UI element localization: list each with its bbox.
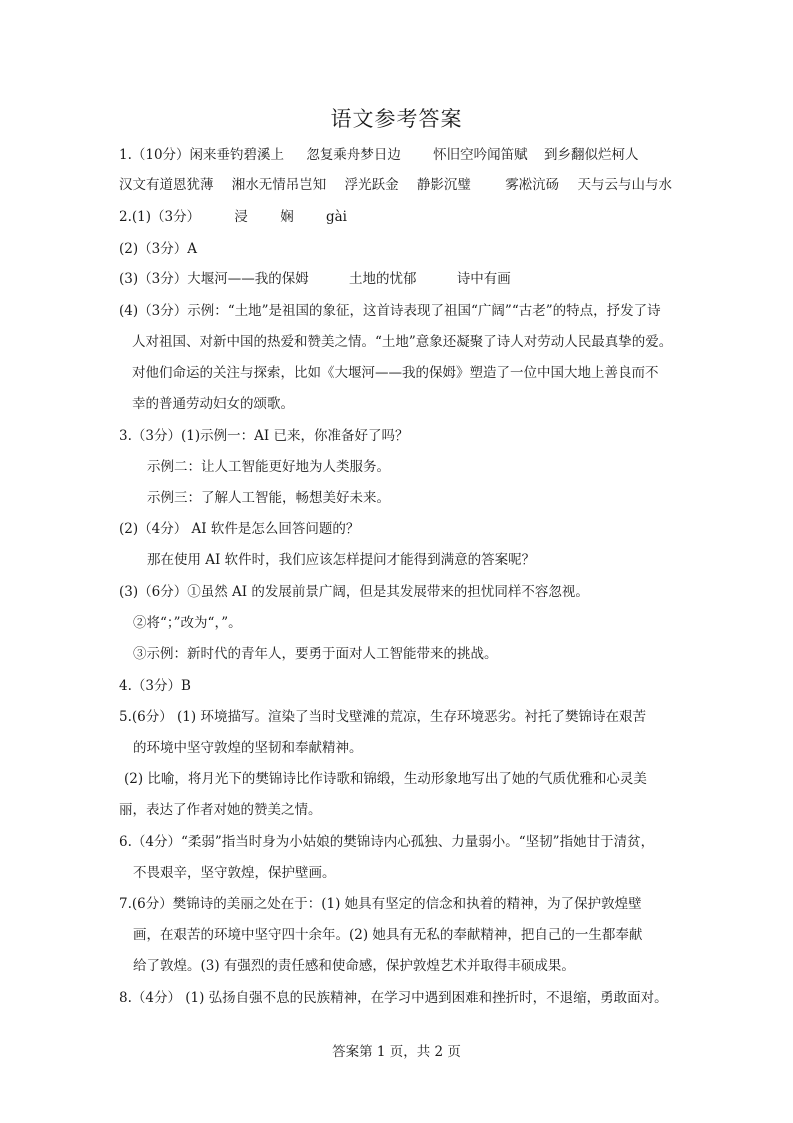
q4-answer: 4.（3分）B	[119, 678, 191, 694]
q2-4-line: (4)（3分）示例：“土地”是祖国的象征，这首诗表现了祖国“广阔”“古老”的特点，抒发了诗	[119, 303, 661, 319]
q1-line-2	[119, 176, 672, 194]
q2-4-line: 幸的普通劳动妇女的颂歌。	[132, 396, 294, 412]
q1-answer: 天与云与山与水	[577, 177, 672, 193]
q2-part-3	[119, 270, 511, 288]
q7-answer-cont: 画，在艰苦的环境中坚守四十余年。(2) 她具有无私的奉献精神，把自己的一生都奉献	[133, 927, 643, 943]
q1-answer: 1.（10分）闲来垂钓碧溪上	[119, 147, 285, 163]
q5-part-2: (2) 比喻，将月光下的樊锦诗比作诗歌和锦缎，生动形象地写出了她的气质优雅和心灵美	[124, 771, 647, 787]
q3-example-2: 示例二：让人工智能更好地为人类服务。	[147, 459, 390, 475]
q1-answer: 忽复乘舟梦日边	[306, 147, 401, 163]
q7-answer-cont: 给了敦煌。(3) 有强烈的责任感和使命感，保护敦煌艺术并取得丰硕成果。	[133, 958, 575, 974]
q1-answer: 湘水无情吊岂知	[231, 177, 327, 193]
q2-1-label: 2.(1)（3分）	[119, 209, 201, 225]
q3-part-2-answer: 那在使用 AI 软件时，我们应该怎样提问才能得到满意的答案呢？	[147, 552, 536, 568]
q3-part-3-b: ②将“；”改为“，”。	[133, 615, 242, 631]
q1-answer: 浮光跃金	[344, 177, 399, 193]
q2-1-answer: gài	[325, 209, 347, 225]
q2-1-answer: 娴	[280, 209, 294, 225]
q5-part-1: 5.(6分） (1) 环境描写。渲染了当时戈壁滩的荒凉，生存环境恶劣。衬托了樊锦诗在艰苦	[119, 709, 646, 725]
q5-part-1-cont: 的环境中坚守敦煌的坚韧和奉献精神。	[133, 740, 363, 756]
q1-answer: 怀旧空吟闻笛赋	[433, 147, 528, 163]
q3-part-3: (3)（6分）①虽然 AI 的发展前景广阔，但是其发展带来的担忧同样不容忽视。	[119, 584, 589, 600]
q6-answer: 6.（4分）“柔弱”指当时身为小姑娘的樊锦诗内心孤独、力量弱小。“坚韧”指她甘于清贫，	[119, 834, 655, 850]
q8-answer: 8.（4分） (1) 弘扬自强不息的民族精神，在学习中遇到困难和挫折时，不退缩，勇敢面对。	[119, 990, 668, 1006]
q2-4-line: 对他们命运的关注与探索，比如《大堰河——我的保姆》塑造了一位中国大地上善良而不	[132, 365, 659, 381]
q5-part-2-cont: 丽，表达了作者对她的赞美之情。	[119, 802, 322, 818]
q3-part-3-c: ③示例：新时代的青年人，要勇于面对人工智能带来的挑战。	[133, 646, 498, 662]
q1-answer: 汉文有道恩犹薄	[119, 177, 214, 193]
q1-line-1	[119, 146, 638, 164]
q2-part-2: (2)（3分）A	[119, 241, 197, 257]
page-title: 语文参考答案	[330, 107, 463, 131]
q3-example-3: 示例三：了解人工智能，畅想美好未来。	[147, 490, 390, 506]
q7-answer: 7.(6分）樊锦诗的美丽之处在于：(1) 她具有坚定的信念和执着的精神，为了保护敦煌壁	[119, 896, 642, 912]
q1-answer: 雾凇沆砀	[505, 177, 560, 193]
q2-1-answer: 浸	[234, 209, 248, 225]
q2-3-answer: (3)（3分）大堰河——我的保姆	[119, 271, 309, 287]
q1-answer: 静影沉璧	[416, 177, 471, 193]
q2-3-answer: 诗中有画	[456, 271, 511, 287]
q6-answer-cont: 不畏艰辛，坚守敦煌，保护壁画。	[133, 865, 336, 881]
page-footer: 答案第 1 页，共 2 页	[332, 1044, 461, 1060]
q3-part-1: 3.（3分）(1)示例一：AI 已来，你准备好了吗？	[119, 428, 409, 444]
q2-3-answer: 土地的忧郁	[349, 271, 417, 287]
q2-part-1	[119, 208, 347, 226]
q3-part-2: (2)（4分） AI 软件是怎么回答问题的？	[119, 521, 360, 537]
q2-4-line: 人对祖国、对新中国的热爱和赞美之情。“土地”意象还凝聚了诗人对劳动人民最真挚的爱。	[132, 334, 673, 350]
q1-answer: 到乡翻似烂柯人	[543, 147, 639, 163]
